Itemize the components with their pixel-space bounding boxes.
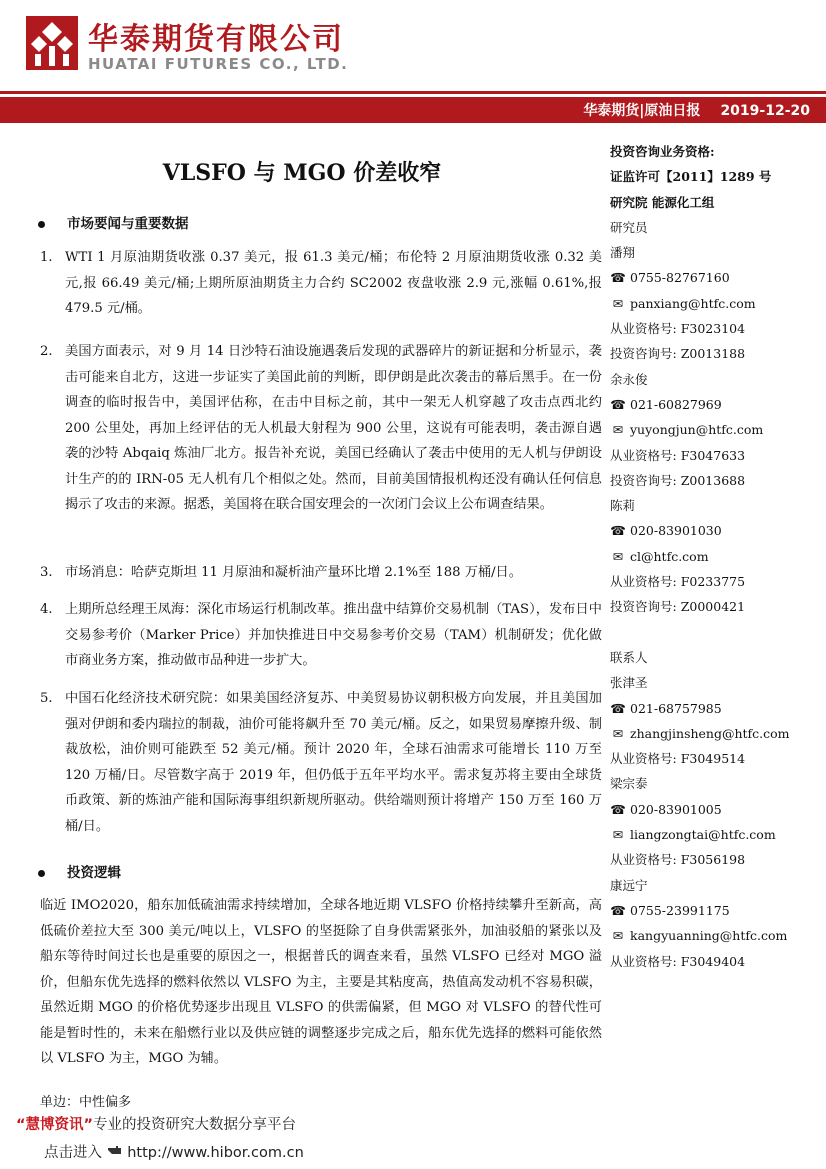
contact-name: 张津圣 — [610, 675, 648, 691]
report-label: 华泰期货|原油日报 — [583, 103, 701, 119]
item-number: 1. — [40, 250, 53, 265]
department: 研究院 能源化工组 — [610, 194, 715, 210]
item-text: 上期所总经理王凤海：深化市场运行机制改革。推出盘中结算价交易机制（TAS），发布日中交易参考价（Marker Price）并加快推进日中交易参考价交易（TAM）机制研发；优化做市商业务方案，推动做市品种进一步扩大。 — [65, 602, 602, 668]
list-item — [40, 339, 602, 518]
phone-number: 0755-82767160 — [630, 270, 730, 286]
item-number: 4. — [40, 602, 53, 617]
contact-name: 梁宗泰 — [610, 776, 648, 792]
header-divider — [0, 91, 826, 94]
cert-row — [610, 949, 820, 974]
watermark-url[interactable]: http://www.hibor.com.cn — [127, 1145, 304, 1161]
item-text: WTI 1 月原油期货收涨 0.37 美元，报 61.3 美元/桶；布伦特 2 月原油期货收涨 0.32 美元,报 66.49 美元/桶;上期所原油期货主力合约 SC2002 夜盘收涨 2.9 元,涨幅 0.61%,报 479.5 元/桶。 — [65, 250, 602, 316]
watermark-link-prefix: 点击进入 — [44, 1145, 102, 1161]
phone-row — [610, 797, 820, 822]
contact-name: 康远宁 — [610, 877, 648, 893]
logic-paragraph: 临近 IMO2020，船东加低硫油需求持续增加，全球各地近期 VLSFO 价格持续攀升至新高，高低硫价差拉大至 300 美元/吨以上，VLSFO 的坚挺除了自身供需紧张外，加油驳船的紧张以及船东等待时间过长也是重要的原因之一，根据普氏的调查来看，虽然 VLSFO 已经对 MGO 溢价，但船东优先选择的燃料依然以 VLSFO 为主，主要是其粘度高，热值高发动机不容易积碳，虽然近期 MGO 的价格优势逐步出现且 VLSFO 的供需偏紧，但 MGO 对 VLSFO 的替代性可能是暂时性的，未来在船燃行业以及供应链的调整逐步完成之后，船东优先选择的燃料可能依然以 VLSFO 为主，MGO 为辅。 — [40, 898, 602, 1066]
cert-row — [610, 746, 820, 771]
company-logo — [26, 16, 78, 70]
email-row[interactable] — [610, 544, 820, 569]
email-address[interactable]: liangzongtai@htfc.com — [630, 827, 776, 843]
cert-row — [610, 569, 820, 594]
consult-number: Z0013188 — [680, 346, 746, 362]
envelope-icon: ✉ — [612, 548, 624, 564]
cert-label: 从业资格号: — [610, 953, 677, 969]
item-number: 2. — [40, 344, 53, 359]
cert-row — [610, 443, 820, 468]
bullet-dot — [38, 870, 45, 877]
envelope-icon: ✉ — [612, 725, 624, 741]
item-text: 市场消息：哈萨克斯坦 11 月原油和凝析油产量环比增 2.1%至 188 万桶/日。 — [65, 565, 522, 580]
consult-number: Z0013688 — [680, 472, 746, 488]
watermark-slogan-text: 专业的投资研究大数据分享平台 — [93, 1117, 297, 1133]
cert-label: 从业资格号: — [610, 447, 677, 463]
email-address[interactable]: kangyuanning@htfc.com — [630, 928, 788, 944]
envelope-icon: ✉ — [612, 422, 624, 438]
email-address[interactable]: yuyongjun@htfc.com — [630, 422, 764, 438]
phone-number: 020-83901005 — [630, 801, 722, 817]
watermark-brand: “慧博资讯” — [16, 1117, 94, 1133]
report-title: VLSFO 与 MGO 价差收窄 — [162, 160, 442, 186]
item-text: 中国石化经济技术研究院：如果美国经济复苏、中美贸易协议朝积极方向发展，并且美国加强对伊朗和委内瑞拉的制裁，油价可能将飙升至 70 美元/桶。反之，如果贸易摩擦升级、制裁放松，油价则可能跌至 52 美元/桶。预计 2020 年，全球石油需求可能增长 110 万至 120 万桶/日。尽管数字高于 2019 年，但仍低于五年平均水平。需求复苏将主要由全球货币政策、新的炼油产能和国际海事组织新规所驱动。供给端则预计将增产 150 万至 160 万桶/日。 — [65, 691, 602, 834]
cert-label: 从业资格号: — [610, 574, 677, 590]
phone-icon: ☎ — [610, 801, 626, 817]
researcher-label: 研究员 — [610, 219, 648, 235]
consult-label: 投资咨询号: — [610, 346, 677, 362]
phone-row — [610, 392, 820, 417]
phone-row — [610, 898, 820, 923]
cert-number: F3056198 — [680, 852, 746, 868]
consult-number: Z0000421 — [680, 599, 746, 615]
sidebar-contacts — [610, 139, 820, 974]
phone-number: 0755-23991175 — [630, 902, 730, 918]
phone-icon: ☎ — [610, 270, 626, 286]
company-name-cn: 华泰期货有限公司 — [88, 22, 344, 57]
phone-number: 020-83901030 — [630, 523, 722, 539]
report-label-bar — [583, 100, 810, 120]
section-heading-logic — [38, 861, 121, 881]
consult-label: 投资咨询号: — [610, 599, 677, 615]
contact-label: 联系人 — [610, 649, 648, 665]
watermark-link[interactable] — [44, 1141, 304, 1162]
researcher-name: 陈莉 — [610, 498, 636, 514]
researcher-name: 余永俊 — [610, 371, 648, 387]
cert-number: F0233775 — [680, 574, 746, 590]
section-heading-text: 市场要闻与重要数据 — [67, 216, 189, 232]
email-row[interactable] — [610, 291, 820, 316]
phone-row — [610, 265, 820, 290]
email-address[interactable]: zhangjinsheng@htfc.com — [630, 725, 790, 741]
email-address[interactable]: panxiang@htfc.com — [630, 295, 756, 311]
section-heading-market — [38, 212, 189, 232]
consult-label: 投资咨询号: — [610, 472, 677, 488]
cert-number: F3047633 — [680, 447, 746, 463]
company-name-en: HUATAI FUTURES CO., LTD. — [88, 55, 349, 73]
item-number: 5. — [40, 691, 53, 706]
license-number: 证监许可【2011】1289 号 — [610, 169, 772, 185]
cert-number: F3049404 — [680, 953, 746, 969]
consult-row — [610, 594, 820, 619]
email-row[interactable] — [610, 721, 820, 746]
envelope-icon: ✉ — [612, 295, 624, 311]
consult-row — [610, 468, 820, 493]
strategy-line: 单边：中性偏多 — [40, 1095, 132, 1110]
item-text: 美国方面表示，对 9 月 14 日沙特石油设施遇袭后发现的武器碎片的新证据和分析显示，袭击可能来自北方，这进一步证实了美国此前的判断，即伊朗是此次袭击的幕后黑手。在一份调查的临时报告中，美国评估称，在击中目标之前，其中一架无人机穿越了攻击点西北约 200 公里处，再加上经评估的无人机最大射程为 900 公里，这说有可能表明，袭击源自遇袭的沙特 Abqaiq 炼油厂北方。报告补充说，美国已经确认了袭击中使用的无人机与伊朗设计生产的的 IRN-05 无人机有几个相似之处。然而，目前美国情报机构还没有确认任何信息揭示了攻击的来源。据悉，美国将在联合国安理会的一次闭门会议上公布调查结果。 — [65, 344, 602, 512]
cert-row — [610, 316, 820, 341]
email-row[interactable] — [610, 822, 820, 847]
phone-number: 021-60827969 — [630, 396, 722, 412]
email-row[interactable] — [610, 417, 820, 442]
spacer — [610, 620, 820, 645]
phone-row — [610, 696, 820, 721]
list-item — [40, 245, 602, 322]
envelope-icon: ✉ — [612, 928, 624, 944]
phone-number: 021-68757985 — [630, 700, 722, 716]
cert-number: F3023104 — [680, 321, 746, 337]
consult-row — [610, 341, 820, 366]
phone-icon: ☎ — [610, 902, 626, 918]
phone-row — [610, 518, 820, 543]
list-item — [40, 597, 602, 674]
item-number: 3. — [40, 565, 53, 580]
qualification-title: 投资咨询业务资格: — [610, 144, 715, 159]
researcher-name: 潘翔 — [610, 245, 636, 261]
list-item — [40, 560, 602, 586]
phone-icon: ☎ — [610, 396, 626, 412]
email-address[interactable]: cl@htfc.com — [630, 548, 709, 564]
envelope-icon: ✉ — [612, 827, 624, 843]
cert-label: 从业资格号: — [610, 751, 677, 767]
cert-label: 从业资格号: — [610, 852, 677, 868]
watermark-slogan — [16, 1113, 296, 1134]
email-row[interactable] — [610, 923, 820, 948]
list-item — [40, 686, 602, 839]
phone-icon: ☎ — [610, 523, 626, 539]
pointing-hand-icon — [107, 1141, 123, 1157]
cert-row — [610, 847, 820, 872]
bullet-dot — [38, 221, 45, 228]
section-heading-text: 投资逻辑 — [67, 865, 121, 881]
cert-number: F3049514 — [680, 751, 746, 767]
report-date: 2019-12-20 — [720, 103, 810, 119]
cert-label: 从业资格号: — [610, 321, 677, 337]
phone-icon: ☎ — [610, 700, 626, 716]
